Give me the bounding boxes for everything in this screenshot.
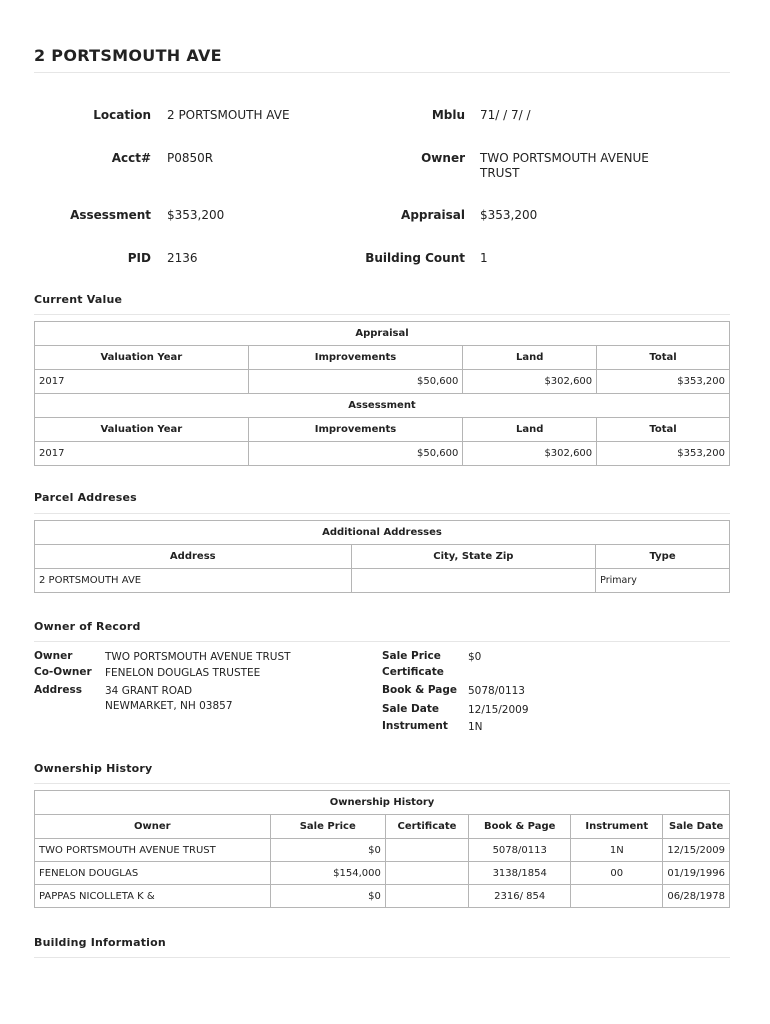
building-info-divider: [34, 957, 730, 958]
owner-value-line1: TWO PORTSMOUTH AVENUE: [480, 151, 649, 165]
col-city-state-zip: City, State Zip: [351, 545, 596, 569]
owner-record-title: Owner of Record: [34, 620, 141, 633]
coowner-label: Co-Owner: [34, 666, 92, 678]
sale-price-label: Sale Price: [382, 650, 441, 662]
page-title: 2 PORTSMOUTH AVE: [34, 46, 222, 65]
assessment-caption: Assessment: [35, 394, 730, 418]
mblu-value: 71/ / 7/ /: [480, 108, 531, 122]
col-address: Address: [35, 545, 352, 569]
pid-value: 2136: [167, 251, 198, 265]
address-line2: NEWMARKET, NH 03857: [105, 700, 233, 712]
parcel-divider: [34, 513, 730, 514]
cell-owner: TWO PORTSMOUTH AVENUE TRUST: [35, 839, 271, 862]
cell-sale-date: 06/28/1978: [663, 885, 730, 908]
table-row: [35, 370, 730, 394]
col-land: Land: [463, 418, 597, 442]
cell-owner: FENELON DOUGLAS: [35, 862, 271, 885]
title-divider: [34, 72, 730, 73]
cell-year: 2017: [35, 442, 249, 466]
record-owner-value: TWO PORTSMOUTH AVENUE TRUST: [105, 651, 291, 663]
col-sale-price: Sale Price: [270, 815, 385, 839]
appraisal-caption: Appraisal: [35, 322, 730, 346]
record-owner-label: Owner: [34, 650, 73, 662]
building-count-value: 1: [480, 251, 488, 265]
book-page-value: 5078/0113: [468, 685, 525, 697]
book-page-label: Book & Page: [382, 684, 458, 696]
cell-sale-price: $0: [270, 839, 385, 862]
sale-date-label: Sale Date: [382, 703, 439, 715]
acct-value: P0850R: [167, 151, 214, 165]
cell-certificate: [385, 885, 468, 908]
col-book-page: Book & Page: [469, 815, 571, 839]
building-count-label: Building Count: [365, 251, 465, 265]
col-improvements: Improvements: [248, 418, 463, 442]
col-total: Total: [597, 346, 730, 370]
mblu-label: Mblu: [431, 108, 465, 122]
cell-book-page: 2316/ 854: [469, 885, 571, 908]
cell-city-state-zip: [351, 569, 596, 593]
appraisal-label: Appraisal: [401, 208, 465, 222]
cell-certificate: [385, 839, 468, 862]
col-total: Total: [597, 418, 730, 442]
cell-total: $353,200: [597, 370, 730, 394]
cell-certificate: [385, 862, 468, 885]
assessment-value: $353,200: [167, 208, 225, 222]
instrument-label: Instrument: [382, 720, 448, 732]
owner-label: Owner: [421, 151, 465, 165]
table-row: [35, 569, 730, 593]
coowner-value: FENELON DOUGLAS TRUSTEE: [105, 667, 261, 679]
cell-owner: PAPPAS NICOLLETA K &: [35, 885, 271, 908]
acct-label: Acct#: [111, 151, 151, 165]
cell-book-page: 3138/1854: [469, 862, 571, 885]
col-valuation-year: Valuation Year: [35, 418, 249, 442]
table-row: [35, 885, 730, 908]
col-certificate: Certificate: [385, 815, 468, 839]
building-info-title: Building Information: [34, 936, 166, 949]
cell-sale-price: $154,000: [270, 862, 385, 885]
table-row: [35, 839, 730, 862]
parcel-table: [34, 520, 730, 593]
cell-land: $302,600: [463, 370, 597, 394]
table-row: [35, 862, 730, 885]
parcel-caption: Additional Addresses: [35, 521, 730, 545]
col-improvements: Improvements: [248, 346, 463, 370]
cell-year: 2017: [35, 370, 249, 394]
cell-land: $302,600: [463, 442, 597, 466]
col-land: Land: [463, 346, 597, 370]
col-instrument: Instrument: [571, 815, 663, 839]
address-line1: 34 GRANT ROAD: [105, 685, 193, 697]
cell-instrument: 00: [571, 862, 663, 885]
address-label: Address: [34, 684, 82, 696]
col-valuation-year: Valuation Year: [35, 346, 249, 370]
ownership-history-table: [34, 790, 730, 908]
cell-address: 2 PORTSMOUTH AVE: [35, 569, 352, 593]
cell-improvements: $50,600: [248, 442, 463, 466]
appraisal-value: $353,200: [480, 208, 538, 222]
assessment-label: Assessment: [70, 208, 151, 222]
sale-price-value: $0: [468, 651, 482, 663]
pid-label: PID: [127, 251, 151, 265]
cell-sale-date: 01/19/1996: [663, 862, 730, 885]
sale-date-value: 12/15/2009: [468, 704, 529, 716]
cell-instrument: 1N: [571, 839, 663, 862]
col-type: Type: [596, 545, 730, 569]
location-label: Location: [93, 108, 151, 122]
cell-sale-price: $0: [270, 885, 385, 908]
col-sale-date: Sale Date: [663, 815, 730, 839]
parcel-title: Parcel Addreses: [34, 491, 137, 504]
owner-record-divider: [34, 641, 730, 642]
col-owner: Owner: [35, 815, 271, 839]
cell-improvements: $50,600: [248, 370, 463, 394]
ownership-history-divider: [34, 783, 730, 784]
location-value: 2 PORTSMOUTH AVE: [167, 108, 290, 122]
owner-value-line2: TRUST: [480, 166, 520, 180]
table-row: [35, 442, 730, 466]
cell-instrument: [571, 885, 663, 908]
ownership-history-title: Ownership History: [34, 762, 153, 775]
ownership-history-caption: Ownership History: [35, 791, 730, 815]
current-value-divider: [34, 314, 730, 315]
cell-book-page: 5078/0113: [469, 839, 571, 862]
certificate-label: Certificate: [382, 666, 444, 678]
cell-type: Primary: [596, 569, 730, 593]
cell-total: $353,200: [597, 442, 730, 466]
instrument-value: 1N: [468, 721, 483, 733]
current-value-title: Current Value: [34, 293, 123, 306]
current-value-table: [34, 321, 730, 466]
cell-sale-date: 12/15/2009: [663, 839, 730, 862]
